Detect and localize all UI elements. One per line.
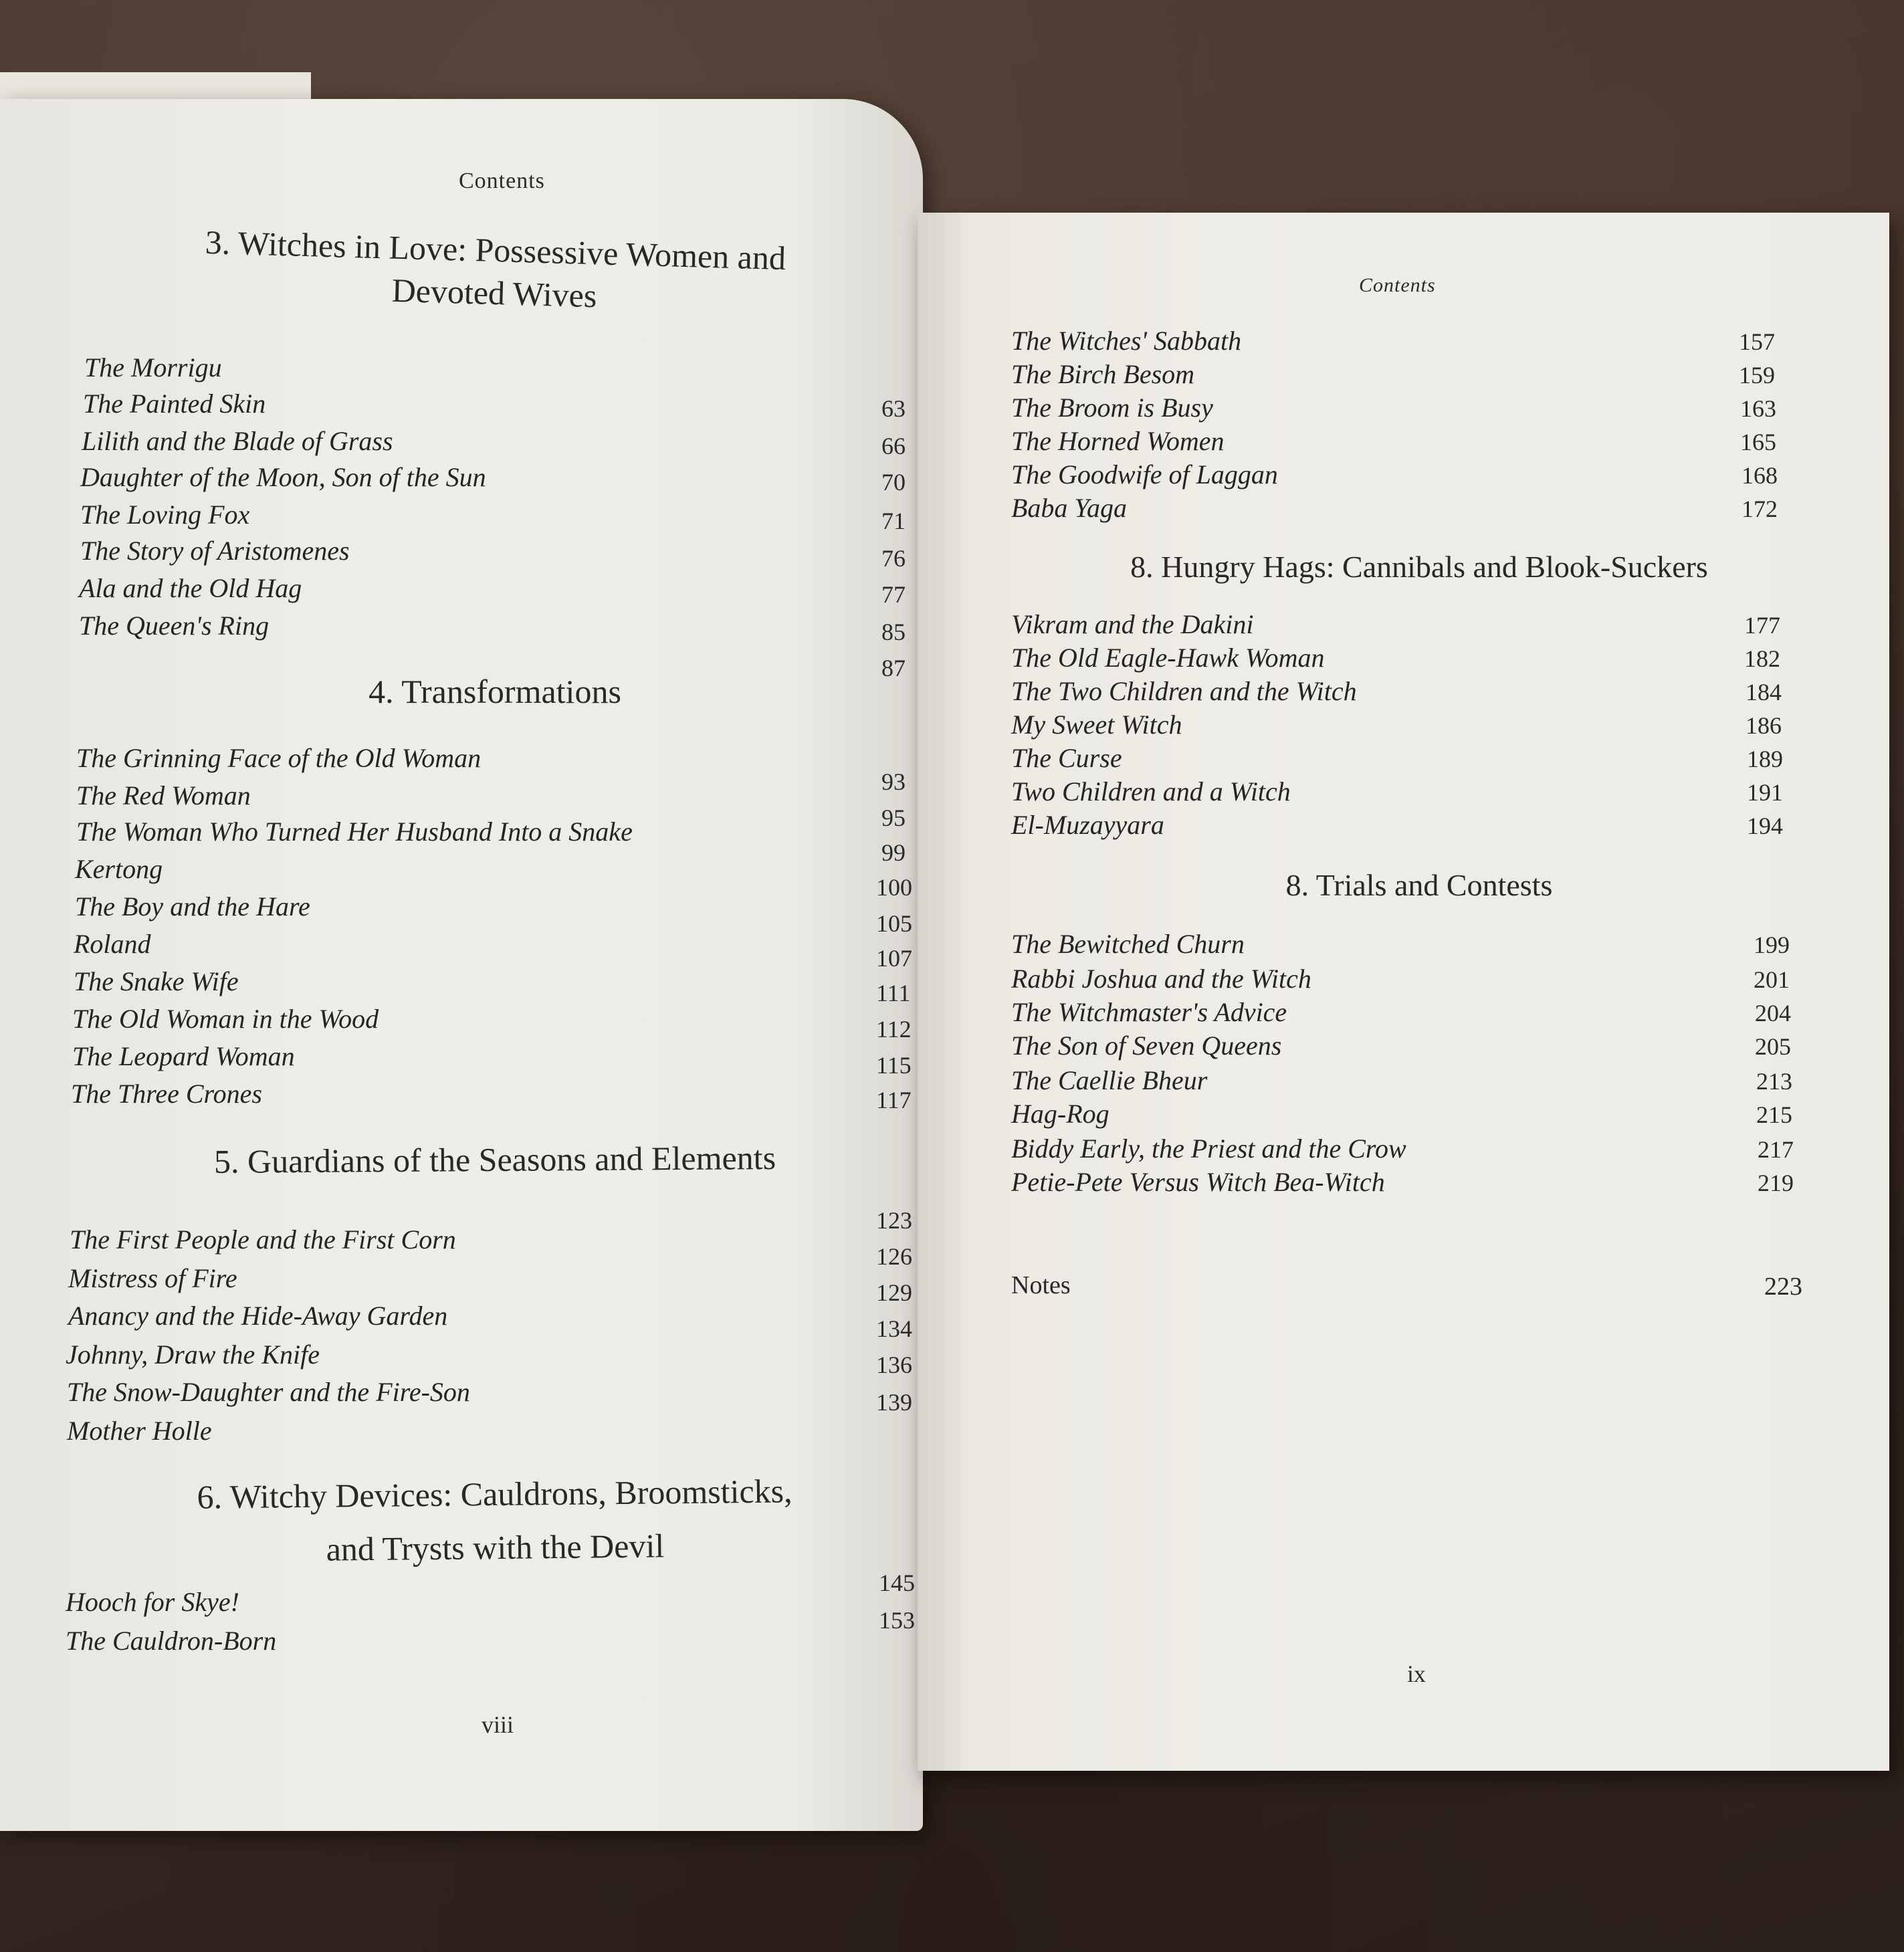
toc-entry — [0, 1206, 923, 1244]
toc-entry — [0, 535, 923, 572]
toc-entry — [0, 1315, 923, 1352]
entry-title: The Witchmaster's Advice — [1011, 997, 1287, 1027]
entry-page: 201 — [1754, 966, 1790, 993]
entry-title: The Broom is Busy — [1011, 393, 1213, 423]
entry-title: Mother Holle — [67, 1416, 212, 1446]
entry-page: 99 — [881, 839, 906, 866]
toc-entry — [0, 1388, 923, 1426]
section-title-line: 3. Witches in Love: Possessive Women and — [205, 223, 786, 278]
entry-title: The Woman Who Turned Her Husband Into a Snake — [76, 817, 633, 847]
section-title-line: 4. Transformations — [368, 673, 621, 710]
toc-entry — [0, 352, 923, 389]
entry-title: The First People and the First Corn — [70, 1224, 456, 1255]
entry-page: 217 — [1758, 1136, 1794, 1163]
entry-page: 168 — [1741, 462, 1778, 489]
entry-title: El-Muzayyara — [1011, 810, 1164, 840]
right-page — [918, 213, 1889, 1771]
entry-title: Hag-Rog — [1011, 1099, 1109, 1129]
entry-page: 105 — [876, 910, 912, 937]
entry-page: 100 — [876, 874, 912, 901]
entry-title: My Sweet Witch — [1011, 710, 1182, 740]
toc-entry — [0, 1351, 923, 1388]
entry-page: 157 — [1739, 328, 1775, 355]
toc-entry — [918, 392, 1889, 429]
section-title-3 — [119, 218, 870, 324]
entry-title: The Bewitched Churn — [1011, 929, 1245, 959]
toc-entry — [918, 425, 1889, 463]
entry-page: 123 — [876, 1207, 912, 1234]
entry-title: The Witches' Sabbath — [1011, 326, 1242, 356]
section-title-line: and Trysts with the Devil — [326, 1527, 665, 1568]
entry-title: The Goodwife of Laggan — [1011, 459, 1278, 490]
toc-entry — [918, 609, 1889, 646]
entry-title: The Three Crones — [71, 1079, 262, 1109]
entry-page: 215 — [1756, 1101, 1792, 1128]
toc-entry — [918, 1098, 1889, 1135]
section-title-8-hungry-hags: 8. Hungry Hags: Cannibals and Blook-Suckers — [1130, 550, 1708, 584]
toc-entry — [918, 709, 1889, 746]
section-title-4 — [120, 670, 869, 713]
entry-page: 186 — [1746, 712, 1782, 739]
section-title-line: 5. Guardians of the Seasons and Elements — [213, 1139, 776, 1180]
toc-entry — [0, 388, 923, 425]
entry-title: Johnny, Draw the Knife — [66, 1339, 320, 1370]
entry-page: 70 — [881, 469, 906, 496]
entry-page: 194 — [1747, 812, 1783, 839]
toc-entry — [0, 610, 923, 647]
entry-page: 66 — [881, 433, 906, 459]
entry-page: 184 — [1746, 679, 1782, 706]
entry-page: 76 — [881, 545, 906, 572]
entry-page: 117 — [876, 1087, 912, 1113]
entry-title: The Story of Aristomenes — [80, 536, 350, 566]
notes-page: 223 — [1764, 1273, 1802, 1301]
entry-title: The Loving Fox — [80, 500, 250, 530]
toc-entry — [918, 1065, 1889, 1102]
entry-title: Mistress of Fire — [68, 1263, 237, 1293]
entry-page: 213 — [1756, 1068, 1792, 1095]
toc-entry — [918, 1030, 1889, 1067]
entry-page: 177 — [1744, 612, 1780, 639]
entry-title: Daughter of the Moon, Son of the Sun — [80, 462, 486, 492]
entry-title: Roland — [74, 929, 151, 959]
entry-title: The Boy and the Hare — [75, 891, 310, 921]
entry-title: The Old Woman in the Wood — [72, 1004, 379, 1034]
entry-page: 182 — [1744, 645, 1780, 672]
entry-page: 134 — [876, 1315, 912, 1342]
entry-title: Kertong — [75, 854, 163, 884]
entry-page: 107 — [876, 945, 912, 972]
entry-title: The Son of Seven Queens — [1011, 1031, 1282, 1061]
entry-page: 163 — [1740, 395, 1776, 422]
entry-title: Hooch for Skye! — [66, 1587, 239, 1617]
entry-page: 71 — [881, 508, 906, 534]
entry-title: The Horned Women — [1011, 426, 1225, 456]
section-title-line: 6. Witchy Devices: Cauldrons, Broomsticks, — [197, 1472, 792, 1516]
entry-page: 95 — [881, 804, 906, 831]
entry-page: 126 — [876, 1243, 912, 1270]
toc-entry — [0, 1606, 923, 1644]
toc-entry — [918, 358, 1889, 396]
entry-title: The Curse — [1011, 743, 1122, 773]
entry-page: 77 — [881, 581, 906, 608]
section-title-5 — [120, 1135, 869, 1184]
entry-title: The Red Woman — [76, 780, 251, 810]
toc-entry — [918, 996, 1889, 1034]
toc-entry — [918, 963, 1889, 1000]
entry-page: 145 — [879, 1569, 915, 1596]
entry-title: The Leopard Woman — [72, 1041, 295, 1071]
entry-title: Rabbi Joshua and the Witch — [1011, 964, 1311, 994]
entry-page: 63 — [881, 395, 906, 422]
entry-title: Anancy and the Hide-Away Garden — [68, 1301, 448, 1331]
toc-entry — [0, 425, 923, 463]
toc-entry — [918, 742, 1889, 780]
page-number: viii — [482, 1711, 514, 1738]
entry-title: The Old Eagle-Hawk Woman — [1011, 643, 1325, 673]
toc-entry — [918, 642, 1889, 679]
entry-title: Baba Yaga — [1011, 493, 1128, 523]
toc-entry — [918, 675, 1889, 713]
toc-entry — [0, 1279, 923, 1316]
entry-page: 139 — [876, 1389, 912, 1416]
toc-entry — [918, 325, 1889, 362]
entry-title: Vikram and the Dakini — [1011, 609, 1254, 639]
toc-entry — [0, 572, 923, 610]
entry-page: 87 — [881, 655, 906, 681]
entry-page: 112 — [876, 1016, 912, 1043]
entry-page: 115 — [876, 1052, 912, 1079]
toc-entry — [918, 459, 1889, 496]
entry-title: The Caellie Bheur — [1011, 1065, 1208, 1095]
entry-page: 153 — [879, 1607, 915, 1634]
entry-title: The Queen's Ring — [79, 611, 270, 641]
entry-title: Lilith and the Blade of Grass — [82, 426, 393, 456]
entry-title: Petie-Pete Versus Witch Bea-Witch — [1011, 1167, 1385, 1197]
entry-page: 129 — [876, 1279, 912, 1306]
page-number: ix — [1407, 1660, 1426, 1687]
entry-title: The Birch Besom — [1011, 359, 1195, 389]
toc-entry — [918, 1166, 1889, 1204]
entry-page: 205 — [1755, 1033, 1791, 1060]
entry-page: 165 — [1740, 429, 1776, 455]
notes-label: Notes — [1011, 1271, 1071, 1299]
toc-entry — [0, 1569, 923, 1606]
entry-title: The Snow-Daughter and the Fire-Son — [67, 1377, 470, 1407]
toc-entry — [918, 1133, 1889, 1170]
entry-page: 136 — [876, 1351, 912, 1378]
toc-entry — [0, 461, 923, 499]
toc-entry — [0, 1086, 923, 1123]
entry-page: 219 — [1758, 1170, 1794, 1196]
toc-entry — [918, 776, 1889, 813]
running-head: Contents — [1359, 274, 1436, 296]
entry-title: The Grinning Face of the Old Woman — [76, 743, 482, 773]
entry-page: 199 — [1754, 932, 1790, 958]
entry-title: The Cauldron-Born — [66, 1626, 277, 1656]
toc-entry — [0, 1242, 923, 1280]
section-title-6 — [120, 1463, 870, 1578]
section-title-8-trials: 8. Trials and Contests — [1285, 868, 1553, 902]
toc-entry — [918, 928, 1889, 966]
entry-page: 204 — [1755, 1000, 1791, 1026]
running-head: Contents — [459, 169, 545, 193]
entry-page: 93 — [881, 768, 906, 795]
entry-page: 159 — [1739, 362, 1775, 389]
toc-entry — [918, 492, 1889, 530]
toc-entry — [0, 499, 923, 536]
entry-title: Two Children and a Witch — [1011, 776, 1291, 806]
section-title-line: Devoted Wives — [391, 271, 598, 315]
entry-page: 172 — [1741, 496, 1778, 522]
entry-title: Biddy Early, the Priest and the Crow — [1011, 1133, 1406, 1164]
entry-page: 85 — [881, 619, 906, 645]
entry-title: The Two Children and the Witch — [1011, 676, 1357, 706]
toc-entry — [918, 809, 1889, 847]
entry-title: The Morrigu — [84, 352, 222, 383]
entry-title: The Snake Wife — [74, 966, 239, 996]
left-page — [0, 99, 923, 1831]
entry-page: 111 — [876, 980, 911, 1006]
entry-title: The Painted Skin — [83, 389, 266, 419]
entry-page: 189 — [1747, 746, 1783, 772]
entry-title: Ala and the Old Hag — [79, 573, 302, 603]
entry-page: 191 — [1747, 779, 1783, 806]
